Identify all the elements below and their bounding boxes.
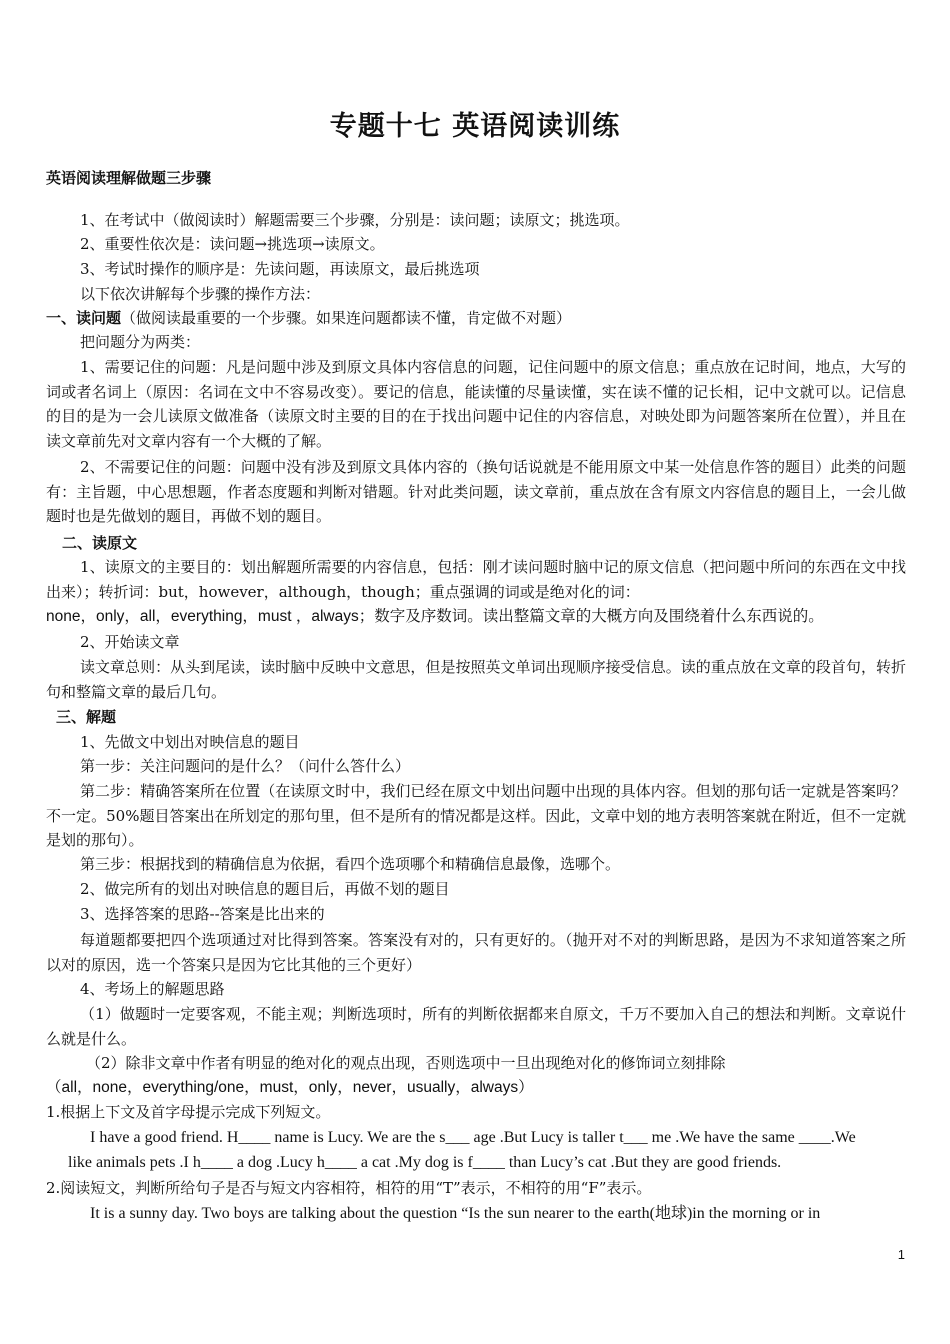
section-3-paragraph-7: 每道题都要把四个选项通过对比得到答案。答案没有对的，只有更好的。（抛开对不对的判断思路，是因为不求知道答案之所以对的原因，选一个答案只是因为它比其他的三个更好） (46, 931, 906, 974)
intro-line-1: 1、在考试中（做阅读时）解题需要三个步骤，分别是：读问题；读原文；挑选项。 (80, 211, 630, 229)
section-3-line-8: 4、考场上的解题思路 (80, 980, 225, 998)
intro-line-3: 3、考试时操作的顺序是：先读问题，再读原文，最后挑选项 (80, 260, 480, 278)
section-2-heading: 二、读原文 (62, 534, 138, 552)
section-3-line-4: 第三步：根据找到的精确信息为依据，看四个选项哪个和精确信息最像，选哪个。 (80, 855, 621, 873)
section-1-heading-note: （做阅读最重要的一个步骤。如果连问题都读不懂，肯定做不对题） (121, 309, 572, 327)
section-1-paragraph-2: 2、不需要记住的问题：问题中没有涉及到原文具体内容的（换句话说就是不能用原文中某一处信息作答的题目）此类的问题有：主旨题，中心思想题，作者态度题和判断对错题。针对此类问题，读文章前，重点放在含有原文内容信息的题目上，一会儿做题时也是先做划的题目，再做不划的题目。 (46, 458, 906, 525)
exercise-1-line-2: like animals pets .I h____ a dog .Lucy h____ a cat .My dog is f____ than Lucy’s cat .But they are good friends. (68, 1154, 782, 1171)
section-3-paragraph-3: 第二步：精确答案所在位置（在读原文时中，我们已经在原文中划出问题中出现的具体内容。但划的那句话一定就是答案吗？不一定。50%题目答案出在所划定的那句里，但不是所有的情况都是这样。因此，文章中划的地方表明答案就在附近，但不一定就是划的那句）。 (46, 782, 906, 849)
section-3-paragraph-9: （1）做题时一定要客观，不能主观；判断选项时，所有的判断依据都来自原文，千万不要加入自己的想法和判断。文章说什么就是什么。 (46, 1005, 906, 1048)
intro-line-4: 以下依次讲解每个步骤的操作方法： (80, 285, 321, 303)
intro-line-2: 2、重要性依次是：读问题→挑选项→读原文。 (80, 235, 385, 253)
section-1-heading: 一、读问题 (46, 309, 122, 327)
section-1-heading-line (46, 307, 571, 329)
section-2-paragraph-3: 读文章总则：从头到尾读，读时脑中反映中文意思，但是按照英文单词出现顺序接受信息。读的重点放在文章的段首句，转折句和整篇文章的最后几句。 (46, 658, 906, 701)
section-3-line-6: 3、选择答案的思路--答案是比出来的 (80, 905, 325, 923)
section-2-paragraph-2: 2、开始读文章 (80, 633, 180, 651)
exercise-2-line-1: It is a sunny day. Two boys are talking about the question “Is the sun nearer to the earth(地球)in the morning or in (90, 1205, 821, 1222)
page-title: 专题十七 英语阅读训练 (329, 111, 621, 142)
section-3-line-10: （2）除非文章中作者有明显的绝对化的观点出现，否则选项中一旦出现绝对化的修饰词立刻排除 (86, 1054, 726, 1072)
exercise-2-title: 2.阅读短文，判断所给句子是否与短文内容相符，相符的用“T”表示，不相符的用“F”表示。 (46, 1179, 652, 1197)
section-1-paragraph-1: 1、需要记住的问题：凡是问题中涉及到原文具体内容信息的问题，记住问题中的原文信息；重点放在记时间，地点，大写的词或者名词上（原因：名词在文中不容易改变）。要记的信息，能读懂的尽量读懂，实在读不懂的记长相，记中文就可以。记信息的目的是为一会儿读原文做准备（读原文时主要的目的在于找出问题中记住的内容信息，对映处即为问题答案所在位置），并且在读文章前先对文章内容有一个大概的了解。 (46, 358, 906, 450)
exercise-1-line-1: I have a good friend. H____ name is Lucy. We are the s___ age .But Lucy is taller t___ me .We have the same ____.We (90, 1129, 856, 1146)
section-3-line-11: （all，none，everything/one，must，only，never，usually，always） (46, 1079, 534, 1096)
section-1-split: 把问题分为两类： (80, 333, 201, 351)
section-2-paragraph-1: 1、读原文的主要目的：划出解题所需要的内容信息，包括：刚才读问题时脑中记的原文信息（把问题中所问的东西在文中找出来）；转折词：but，however，although，though；重点强调的词或是绝对化的词： (46, 558, 906, 601)
section-3-line-1: 1、先做文中划出对映信息的题目 (80, 733, 300, 751)
section-3-heading: 三、解题 (56, 708, 117, 726)
section-3-line-2: 第一步：关注问题问的是什么？（问什么答什么） (80, 757, 411, 775)
section-2-keywords-line: none，only，all，everything，must ，always；数字及序数词。读出整篇文章的大概方向及围绕着什么东西说的。 (46, 608, 824, 625)
page-number: 1 (897, 1247, 905, 1262)
section-3-line-5: 2、做完所有的划出对映信息的题目后，再做不划的题目 (80, 880, 450, 898)
exercise-1-title: 1.根据上下文及首字母提示完成下列短文。 (46, 1103, 331, 1121)
section-subtitle: 英语阅读理解做题三步骤 (46, 169, 212, 187)
